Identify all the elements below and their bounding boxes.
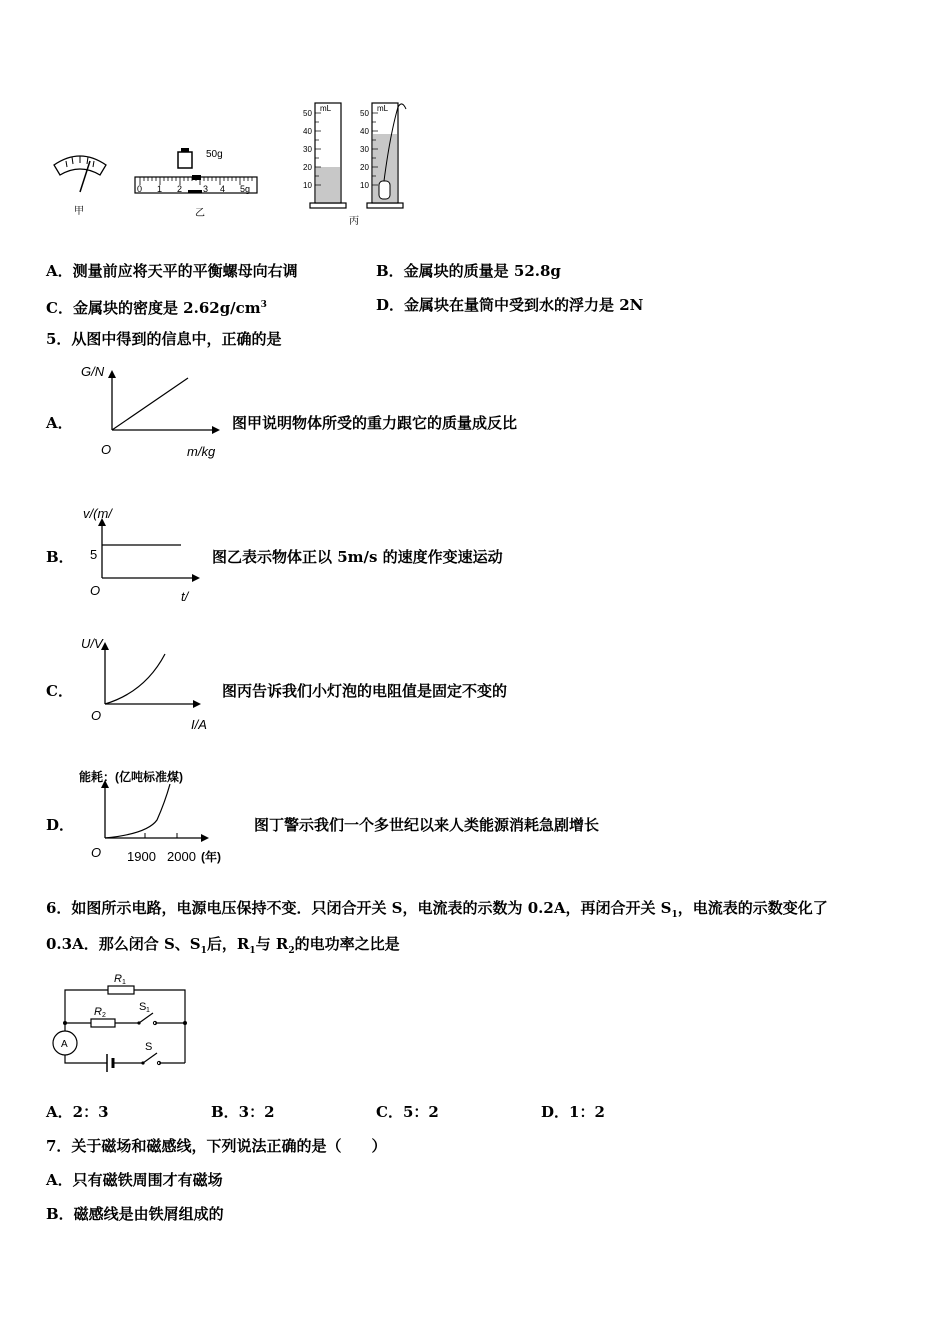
q5-b-ylabel: v/(m/ xyxy=(83,506,112,521)
q5-d-graph xyxy=(75,762,250,872)
q6-line2-sub3: 2 xyxy=(288,946,295,956)
q6-option-d: D．1：2 xyxy=(541,1103,605,1121)
q6-option-b: B．3：2 xyxy=(211,1103,275,1121)
q5-d-x1: 1900 xyxy=(127,849,156,864)
switch-s xyxy=(143,1053,157,1063)
q4-option-d: D．金属块在量筒中受到水的浮力是 2N xyxy=(376,296,644,314)
q5-d-ylabel: 能耗：(亿吨标准煤) xyxy=(79,770,183,784)
label-jia: 甲 xyxy=(74,206,84,217)
ruler-tick-0: 0 xyxy=(137,184,143,194)
r1-sub: 1 xyxy=(122,979,126,986)
q6-stem-line2 xyxy=(46,935,400,960)
r1-label: R xyxy=(114,973,122,985)
q6-line2-b: 后，R xyxy=(206,935,250,953)
label-bing: 丙 xyxy=(349,216,359,227)
cyl2-tick-40: 40 xyxy=(360,127,369,136)
q4-option-b: B．金属块的质量是 52.8g xyxy=(376,262,561,280)
q6-line1-sub: 1 xyxy=(671,910,678,920)
q5-b-tick: 5 xyxy=(90,547,98,562)
q6-line2-a: 0.3A．那么闭合 S、S xyxy=(46,935,201,953)
q4-option-c xyxy=(46,296,267,317)
s-label: S xyxy=(145,1041,153,1053)
q5-a-origin: O xyxy=(101,442,112,457)
balance-pointer-figure xyxy=(54,156,106,217)
q5-b-graph xyxy=(75,498,215,608)
q5-a-ylabel: G/N xyxy=(81,364,105,379)
s1-sub: 1 xyxy=(146,1007,150,1014)
q5-b-origin: O xyxy=(90,583,101,598)
q6-option-c: C．5：2 xyxy=(376,1103,439,1121)
cyl2-tick-10: 10 xyxy=(360,181,369,190)
q5-b-xlabel: t/ xyxy=(181,589,189,604)
q6-circuit xyxy=(45,968,195,1078)
label-yi: 乙 xyxy=(195,208,205,219)
q6-line2-sub2: 1 xyxy=(249,946,256,956)
ruler-tick-2: 2 xyxy=(177,184,183,194)
resistor-r1 xyxy=(108,986,134,994)
cyl1-tick-40: 40 xyxy=(303,127,312,136)
q7-stem: 7．关于磁场和磁感线，下列说法正确的是（ ） xyxy=(46,1137,387,1155)
switch-s1 xyxy=(139,1013,153,1023)
q4-option-a: A．测量前应将天平的平衡螺母向右调 xyxy=(46,262,298,280)
cyl2-tick-30: 30 xyxy=(360,145,369,154)
cyl1-tick-30: 30 xyxy=(303,145,312,154)
q7-option-b: B．磁感线是由铁屑组成的 xyxy=(46,1205,224,1223)
q5-a-text: 图甲说明物体所受的重力跟它的质量成反比 xyxy=(232,414,518,432)
cyl1-tick-50: 50 xyxy=(303,109,312,118)
q5-b-text: 图乙表示物体正以 5m/s 的速度作变速运动 xyxy=(212,548,503,566)
s1-label: S xyxy=(139,1001,147,1013)
q6-line2-d: 的电功率之比是 xyxy=(294,935,400,953)
cyl1-tick-20: 20 xyxy=(303,163,312,172)
q5-c-xlabel: I/A xyxy=(191,717,207,732)
q5-d-text: 图丁警示我们一个多世纪以来人类能源消耗急剧增长 xyxy=(254,816,600,834)
q5-c-graph xyxy=(75,628,225,738)
weight-label: 50g xyxy=(206,149,223,160)
cyl1-unit: mL xyxy=(320,104,332,113)
cyl1-tick-10: 10 xyxy=(303,181,312,190)
q5-c-text: 图丙告诉我们小灯泡的电阻值是固定不变的 xyxy=(222,682,508,700)
q5-a-graph xyxy=(75,358,240,463)
q5-d-origin: O xyxy=(91,845,102,860)
q5-d-x2: 2000 xyxy=(167,849,196,864)
cyl2-unit: mL xyxy=(377,104,389,113)
q6-line2-sub1: 1 xyxy=(200,946,207,956)
q5-stem: 5．从图中得到的信息中，正确的是 xyxy=(46,330,282,348)
q5-a-label: A． xyxy=(46,414,73,432)
ruler-tick-3: 3 xyxy=(203,184,209,194)
q7-option-a: A．只有磁铁周围才有磁场 xyxy=(46,1171,223,1189)
ruler-tick-4: 4 xyxy=(220,184,226,194)
q6-line2-c: 与 R xyxy=(255,935,289,953)
cylinder-figure xyxy=(303,103,406,227)
q5-c-ylabel: U/V xyxy=(81,636,103,651)
weight-ruler-figure xyxy=(135,148,257,219)
q6-option-a: A．2：3 xyxy=(46,1103,109,1121)
ruler-tick-1: 1 xyxy=(157,184,163,194)
q5-b-label: B． xyxy=(46,548,74,566)
cyl2-tick-20: 20 xyxy=(360,163,369,172)
top-figure xyxy=(40,95,420,230)
q5-d-xunit: (年) xyxy=(201,850,221,864)
q4-option-c-text: C．金属块的密度是 2.62g/cm xyxy=(46,299,261,317)
q5-d-label: D． xyxy=(46,816,75,834)
q6-line1-post: ，电流表的示数变化了 xyxy=(677,899,828,917)
r2-sub: 2 xyxy=(102,1012,106,1019)
ammeter-label: A xyxy=(61,1039,68,1050)
q4-option-c-sup: 3 xyxy=(260,300,267,310)
cyl2-tick-50: 50 xyxy=(360,109,369,118)
ruler-tick-5: 5g xyxy=(240,184,251,194)
q5-c-origin: O xyxy=(91,708,102,723)
q6-line1-pre: 6．如图所示电路，电源电压保持不变．只闭合开关 S，电流表的示数为 0.2A，再闭合开关 S xyxy=(46,899,672,917)
r2-label: R xyxy=(94,1006,102,1018)
q5-c-label: C． xyxy=(46,682,73,700)
resistor-r2 xyxy=(91,1019,115,1027)
q6-stem-line1 xyxy=(46,899,828,924)
q5-a-xlabel: m/kg xyxy=(187,444,216,459)
